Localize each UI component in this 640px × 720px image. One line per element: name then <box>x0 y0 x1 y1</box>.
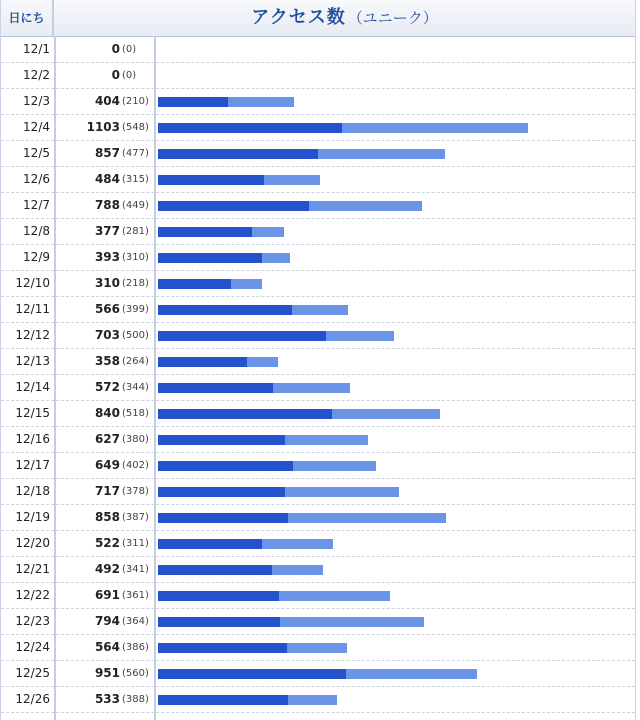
unique-count: (310) <box>122 252 149 263</box>
table-row <box>1 115 635 141</box>
unique-bar <box>158 383 273 393</box>
table-row <box>1 297 635 323</box>
unique-count: (281) <box>122 226 149 237</box>
unique-count: (264) <box>122 356 149 367</box>
unique-count: (500) <box>122 330 149 341</box>
unique-bar <box>158 331 326 341</box>
unique-bar <box>158 461 293 471</box>
unique-bar <box>158 617 280 627</box>
unique-count: (364) <box>122 616 149 627</box>
table-row <box>1 453 635 479</box>
row-date: 12/12 <box>15 328 50 342</box>
unique-count: (0) <box>122 44 137 55</box>
table-row <box>1 89 635 115</box>
table-row <box>1 687 635 713</box>
unique-count: (380) <box>122 434 149 445</box>
row-date: 12/18 <box>15 484 50 498</box>
unique-count: (560) <box>122 668 149 679</box>
unique-count: (399) <box>122 304 149 315</box>
unique-bar <box>158 695 288 705</box>
table-header <box>1 0 635 37</box>
access-count: 564 <box>94 640 120 654</box>
access-count: 377 <box>94 224 120 238</box>
unique-count: (361) <box>122 590 149 601</box>
table-row <box>1 167 635 193</box>
row-date: 12/2 <box>23 68 50 82</box>
access-count: 522 <box>94 536 120 550</box>
access-count: 1103 <box>86 120 120 134</box>
unique-count: (218) <box>122 278 149 289</box>
unique-bar <box>158 97 228 107</box>
row-date: 12/5 <box>23 146 50 160</box>
unique-count: (0) <box>122 70 137 81</box>
access-count: 627 <box>94 432 120 446</box>
access-count: 703 <box>94 328 120 342</box>
unique-count: (311) <box>122 538 149 549</box>
unique-bar <box>158 513 288 523</box>
table-row <box>1 635 635 661</box>
unique-count: (548) <box>122 122 149 133</box>
unique-count: (210) <box>122 96 149 107</box>
unique-bar <box>158 149 318 159</box>
table-row <box>1 583 635 609</box>
unique-count: (402) <box>122 460 149 471</box>
row-date: 12/24 <box>15 640 50 654</box>
unique-bar <box>158 201 309 211</box>
unique-bar <box>158 487 285 497</box>
unique-count: (387) <box>122 512 149 523</box>
row-date: 12/8 <box>23 224 50 238</box>
row-date: 12/13 <box>15 354 50 368</box>
access-count: 404 <box>94 94 120 108</box>
table-row <box>1 479 635 505</box>
unique-bar <box>158 123 342 133</box>
row-date: 12/4 <box>23 120 50 134</box>
row-date: 12/15 <box>15 406 50 420</box>
unique-count: (341) <box>122 564 149 575</box>
table-row <box>1 63 635 89</box>
unique-count: (378) <box>122 486 149 497</box>
unique-count: (449) <box>122 200 149 211</box>
row-date: 12/19 <box>15 510 50 524</box>
access-count: 533 <box>94 692 120 706</box>
unique-count: (315) <box>122 174 149 185</box>
access-count: 492 <box>94 562 120 576</box>
chart-title-sub: （ユニーク） <box>347 9 438 27</box>
unique-count: (477) <box>122 148 149 159</box>
unique-count: (388) <box>122 694 149 705</box>
unique-bar <box>158 253 262 263</box>
access-count: 310 <box>94 276 120 290</box>
table-row <box>1 245 635 271</box>
table-row <box>1 219 635 245</box>
unique-bar <box>158 175 264 185</box>
unique-bar <box>158 539 262 549</box>
table-row <box>1 271 635 297</box>
access-count: 393 <box>94 250 120 264</box>
access-count: 0 <box>111 68 120 82</box>
unique-bar <box>158 643 287 653</box>
row-date: 12/11 <box>15 302 50 316</box>
row-date: 12/6 <box>23 172 50 186</box>
table-row <box>1 323 635 349</box>
unique-bar <box>158 591 279 601</box>
chart-title-main: アクセス数 <box>251 7 346 28</box>
access-count: 572 <box>94 380 120 394</box>
table-row <box>1 609 635 635</box>
table-row <box>1 141 635 167</box>
unique-bar <box>158 565 272 575</box>
access-count: 358 <box>94 354 120 368</box>
access-count: 484 <box>94 172 120 186</box>
row-date: 12/26 <box>15 692 50 706</box>
unique-bar <box>158 279 231 289</box>
access-count: 857 <box>94 146 120 160</box>
unique-bar <box>158 305 292 315</box>
unique-count: (344) <box>122 382 149 393</box>
date-column-header: 日にち <box>1 0 54 36</box>
access-count: 691 <box>94 588 120 602</box>
table-row <box>1 37 635 63</box>
table-row <box>1 375 635 401</box>
unique-bar <box>158 409 332 419</box>
access-count: 717 <box>94 484 120 498</box>
row-date: 12/7 <box>23 198 50 212</box>
table-row <box>1 661 635 687</box>
row-date: 12/21 <box>15 562 50 576</box>
table-row <box>1 193 635 219</box>
unique-bar <box>158 227 252 237</box>
table-row <box>1 557 635 583</box>
access-count: 840 <box>94 406 120 420</box>
unique-bar <box>158 435 285 445</box>
access-count: 858 <box>94 510 120 524</box>
unique-bar <box>158 357 247 367</box>
row-date: 12/16 <box>15 432 50 446</box>
chart-title <box>54 0 635 36</box>
access-count: 0 <box>111 42 120 56</box>
table-row <box>1 531 635 557</box>
row-date: 12/25 <box>15 666 50 680</box>
table-row <box>1 505 635 531</box>
access-count: 794 <box>94 614 120 628</box>
access-count: 649 <box>94 458 120 472</box>
table-row <box>1 349 635 375</box>
access-count: 951 <box>94 666 120 680</box>
data-rows <box>1 37 635 713</box>
row-date: 12/1 <box>23 42 50 56</box>
row-date: 12/10 <box>15 276 50 290</box>
row-date: 12/23 <box>15 614 50 628</box>
row-date: 12/3 <box>23 94 50 108</box>
row-date: 12/14 <box>15 380 50 394</box>
table-row <box>1 427 635 453</box>
row-date: 12/22 <box>15 588 50 602</box>
access-count: 788 <box>94 198 120 212</box>
unique-bar <box>158 669 346 679</box>
row-date: 12/20 <box>15 536 50 550</box>
table-row <box>1 401 635 427</box>
row-date: 12/9 <box>23 250 50 264</box>
row-date: 12/17 <box>15 458 50 472</box>
unique-count: (518) <box>122 408 149 419</box>
access-count: 566 <box>94 302 120 316</box>
unique-count: (386) <box>122 642 149 653</box>
